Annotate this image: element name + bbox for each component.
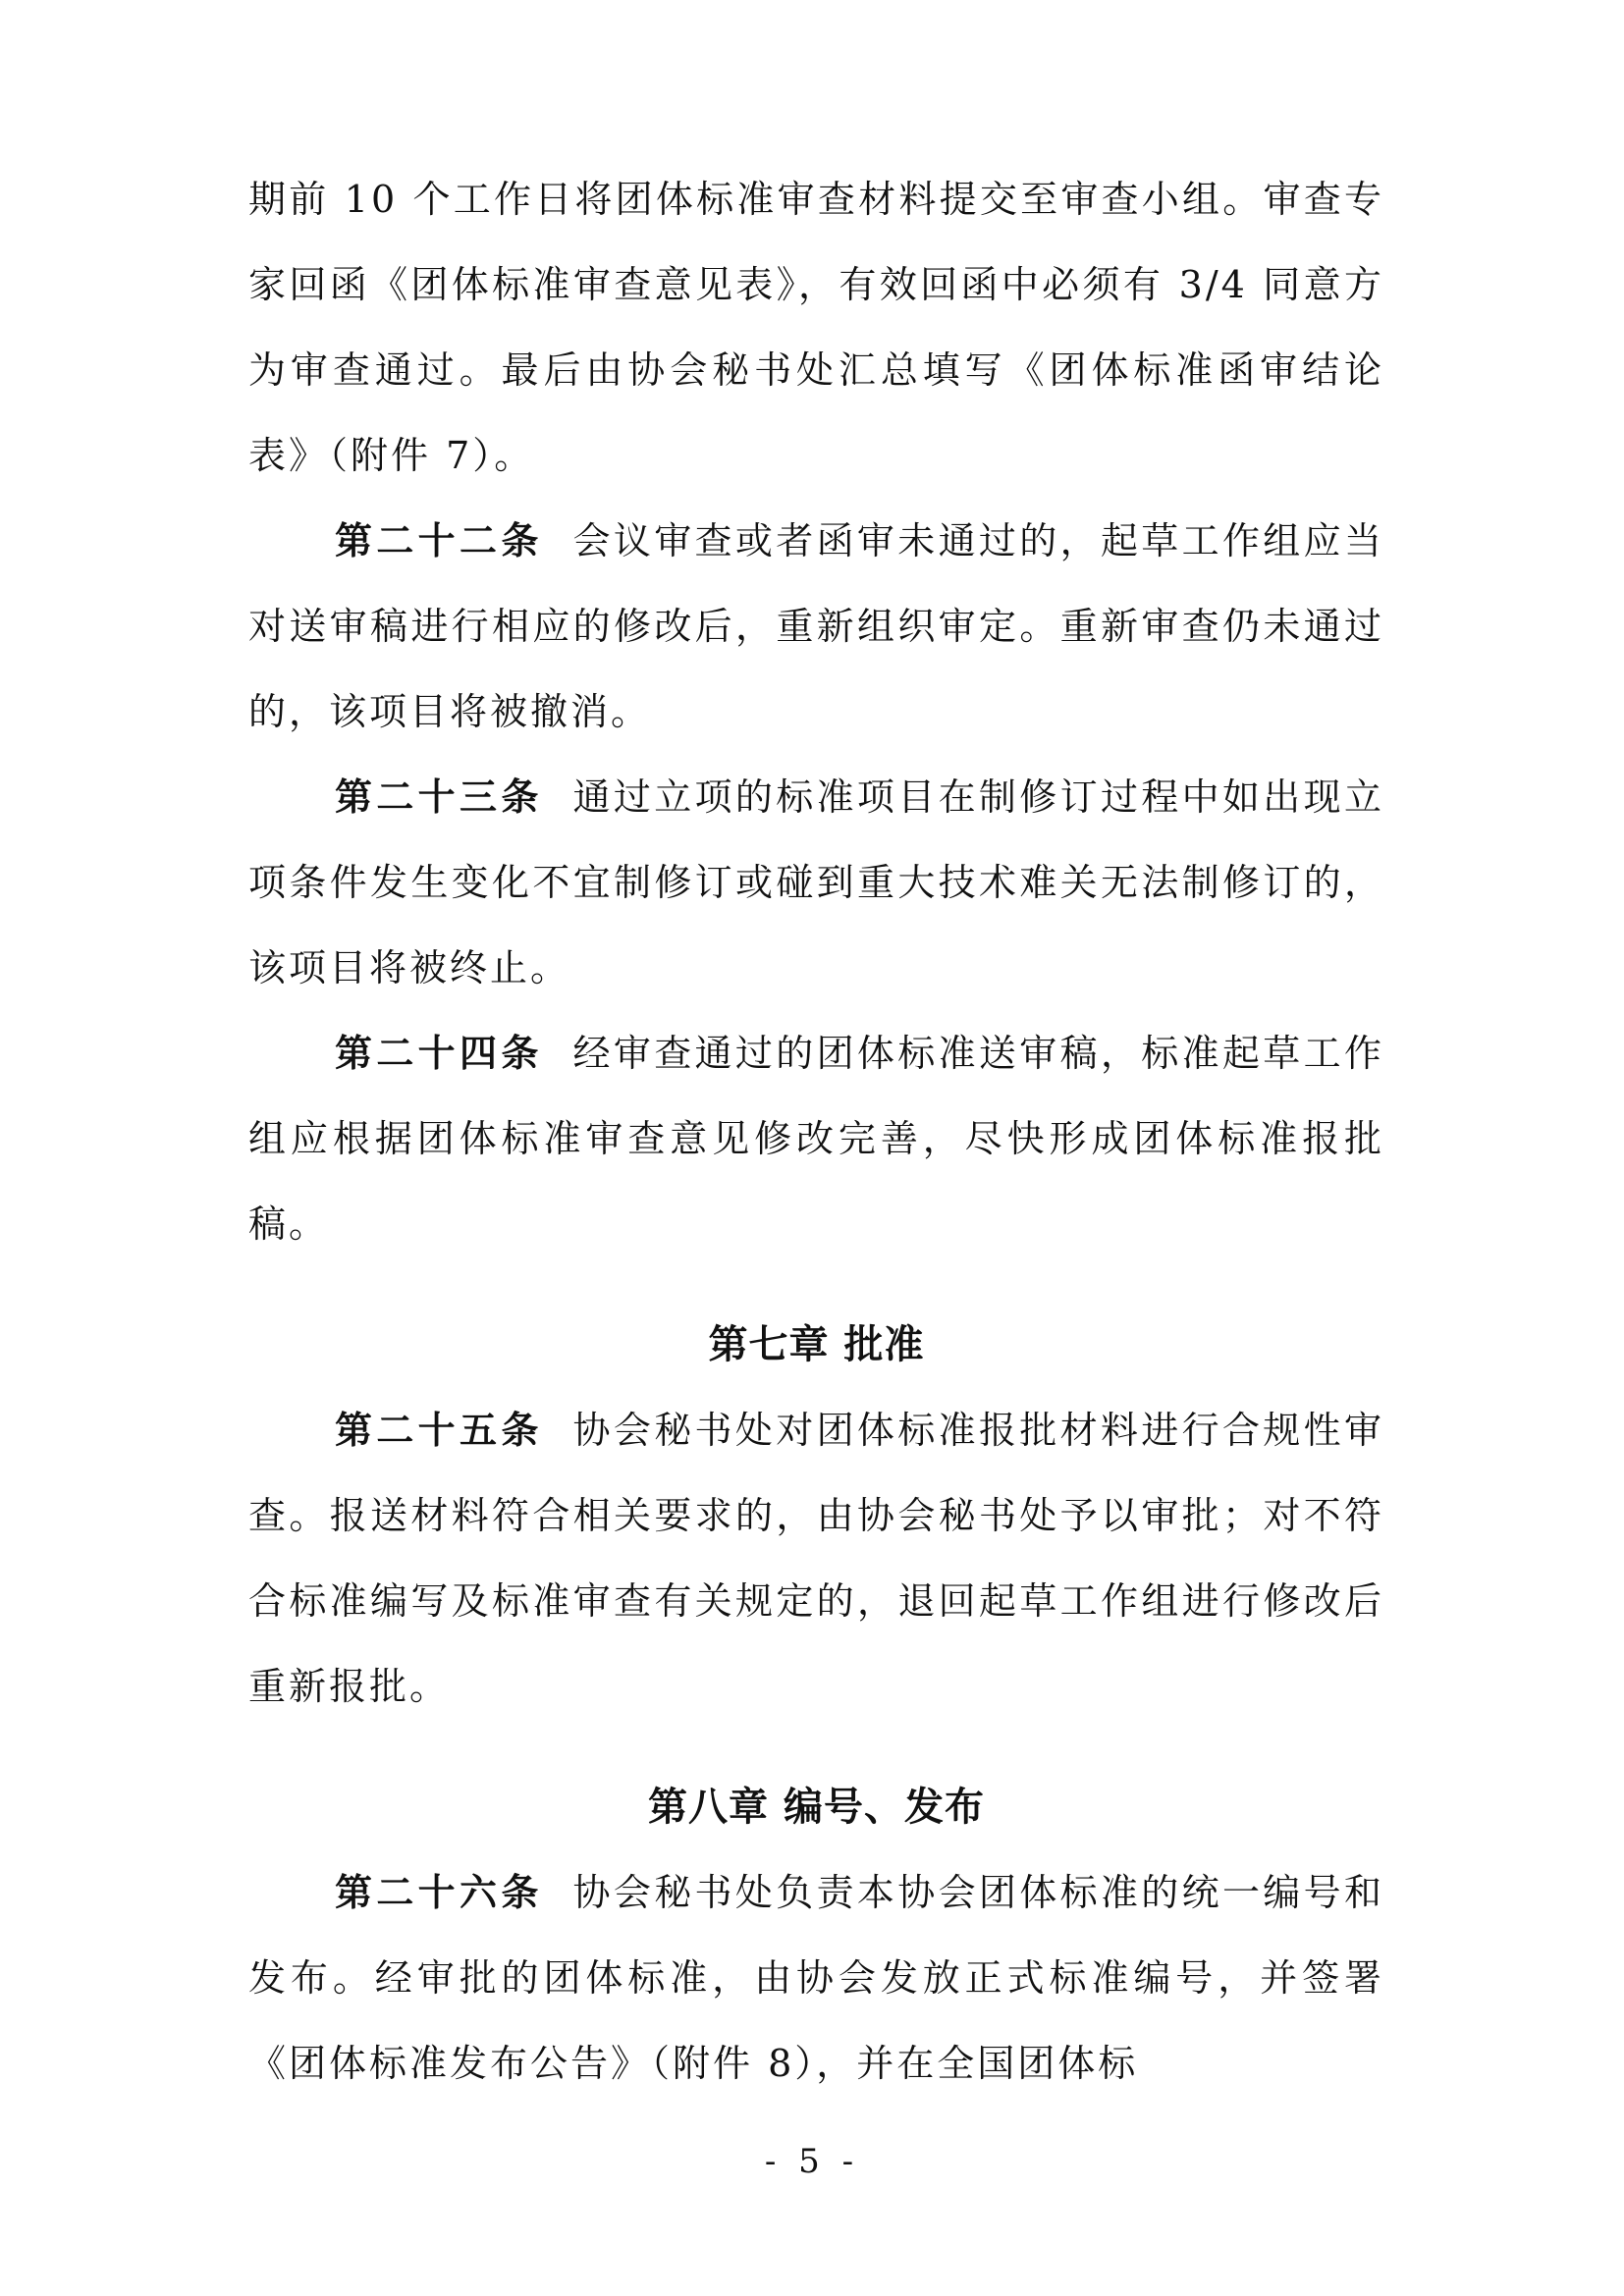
article-number: 第二十六条	[335, 1871, 543, 1914]
document-body	[248, 157, 1384, 2107]
article-23	[248, 755, 1384, 1011]
paragraph-continuation	[248, 157, 1384, 499]
article-number: 第二十二条	[335, 519, 543, 562]
chapter-8-heading: 第八章 编号、发布	[648, 1785, 985, 1830]
article-26	[248, 1850, 1384, 2107]
article-text: 会议审查或者函审未通过的，起草工作组应当对送审稿进行相应的修改后，重新组织审定。重新审查仍未通过的，该项目将被撤消。	[248, 519, 1384, 733]
article-number: 第二十五条	[335, 1409, 543, 1452]
article-number: 第二十三条	[335, 775, 543, 819]
article-22	[248, 499, 1384, 755]
article-text: 协会秘书处对团体标准报批材料进行合规性审查。报送材料符合相关要求的，由协会秘书处予以审批；对不符合标准编写及标准审查有关规定的，退回起草工作组进行修改后重新报批。	[248, 1409, 1384, 1708]
article-text: 协会秘书处负责本协会团体标准的统一编号和发布。经审批的团体标准，由协会发放正式标准编号，并签署《团体标准发布公告》（附件 8），并在全国团体标	[248, 1871, 1384, 2085]
article-number: 第二十四条	[335, 1032, 543, 1075]
article-text: 通过立项的标准项目在制修订过程中如出现立项条件发生变化不宜制修订或碰到重大技术难关无法制修订的，该项目将被终止。	[248, 775, 1384, 989]
chapter-7-heading: 第七章 批准	[708, 1322, 925, 1367]
article-24	[248, 1011, 1384, 1267]
page-number: - 5 -	[764, 2142, 860, 2181]
article-text: 经审查通过的团体标准送审稿，标准起草工作组应根据团体标准审查意见修改完善，尽快形成团体标准报批稿。	[248, 1032, 1384, 1246]
article-25	[248, 1388, 1384, 1730]
paragraph-text: 期前 10 个工作日将团体标准审查材料提交至审查小组。审查专家回函《团体标准审查意见表》，有效回函中必须有 3/4 同意方为审查通过。最后由协会秘书处汇总填写《团体标准函审结论表》（附件 7）。	[248, 178, 1384, 477]
